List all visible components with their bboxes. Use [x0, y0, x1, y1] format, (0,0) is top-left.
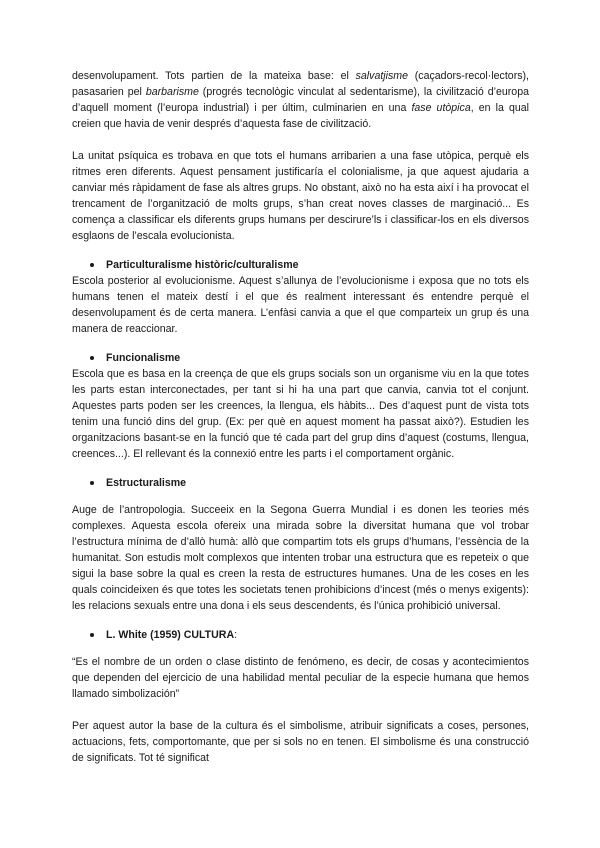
document-page	[72, 68, 529, 766]
funcionalisme-paragraph: Escola que es basa en la creença de que els grups socials son un organisme viu en la que totes les parts estan interconectades, per tant si hi ha una part que canvia, canvia tot el conjunt. Aquestes parts poden ser les creences, la llengua, els hàbits... Des d’aquest punt de vista tots tenim una funció dins del grup. (Ex: per què en aquest moment ha passat això?). Estudien les organitzacions basant-se en la funció que té cada part del grup dins d’aquest (costums, llengua, creences...). El rellevant és la connexió entre les parts i el comportament orgànic.	[72, 368, 529, 460]
bullet-icon	[90, 633, 94, 637]
white-title-colon: :	[234, 629, 238, 641]
white-title: L. White (1959) CULTURA	[106, 629, 235, 641]
bullet-icon	[90, 263, 94, 267]
particularisme-paragraph: Escola posterior al evolucionisme. Aquest s’allunya de l’evolucionisme i exposa que no tots els humans tenen el mateix destí i el que és realment interessant és entendre perquè el desenvolupament és de certa manera. L’enfàsi canvia a que el que comparteix un grup és una manera de reaccionar.	[72, 275, 529, 335]
bullet-icon	[90, 356, 94, 360]
white-heading	[72, 627, 529, 643]
funcionalisme-title: Funcionalisme	[106, 352, 181, 364]
term-barbarisme: barbarisme	[145, 86, 199, 98]
intro-text-4: , en la qual creien que havia de venir després d’aquesta fase de civilització.	[72, 102, 529, 130]
intro-text-3: (progrés tecnològic vinculat al sedentarisme), la civilització d’europa d’aquell moment (l’europa industrial) i per últim, culminarien en una	[72, 86, 529, 114]
term-salvatjisme: salvatjisme	[355, 70, 409, 82]
white-quote: “Es el nombre de un orden o clase distinto de fenómeno, es decir, de cosas y acontecimientos que dependen del ejercicio de una habilidad mental peculiar de la especie humana que hemos llamado simbolización”	[72, 656, 529, 700]
particularisme-heading	[72, 257, 529, 273]
bullet-icon	[90, 481, 94, 485]
intro-paragraph	[72, 68, 529, 132]
term-fase-utopica: fase utòpica	[411, 102, 471, 114]
estructuralisme-title: Estructuralisme	[106, 477, 187, 489]
white-paragraph: Per aquest autor la base de la cultura és el simbolisme, atribuir significats a coses, persones, actuacions, fets, comportomante, que per si sols no en tenen. El simbolisme és una construcció de significats. Tot té significat	[72, 720, 529, 764]
intro-text-1: desenvolupament. Tots partien de la mateixa base: el	[72, 70, 356, 82]
particularisme-title: Particulturalisme històric/culturalisme	[106, 259, 299, 271]
estructuralisme-paragraph: Auge de l’antropologia. Succeeix en la Segona Guerra Mundial i es donen les teories més complexes. Aquesta escola ofereix una mirada sobre la diversitat humana que vol trobar l’estructura mínima de d’allò humà: allò que compartim tots els grups d’humans, l’essència de la humanitat. Son estudis molt complexos que intenten trobar una estructura que es repeteix o que sigui la base sobre la qual es creen la resta de estructures humanes. Una de les coses en les quals coincideixen és que totes les societats tenen prohibicions d’incest (més o menys exigents): les relacions sexuals entre una dona i els seus descendents, és l’única prohibició universal.	[72, 504, 529, 612]
intro-text-2: (caçadors-recol·lectors), pasasarien pel	[72, 70, 529, 98]
unitat-psiquica-paragraph: La unitat psíquica es trobava en que tots el humans arribarien a una fase utòpica, perquè els ritmes eren diferents. Aquest pensament justificaría el colonialisme, ja que aquest ajudaria a canviar més ràpidament de fase als altres grups. No obstant, això no ha esta així i ha provocat el trencament de l’organització de molts grups, s’han creat noves classes de marginació... Es comença a classificar els diferents grups humans per descirure’ls i classificar-los en els diversos esglaons de l’escala evolucionista.	[72, 150, 529, 242]
funcionalisme-heading	[72, 350, 529, 366]
estructuralisme-heading	[72, 475, 529, 491]
